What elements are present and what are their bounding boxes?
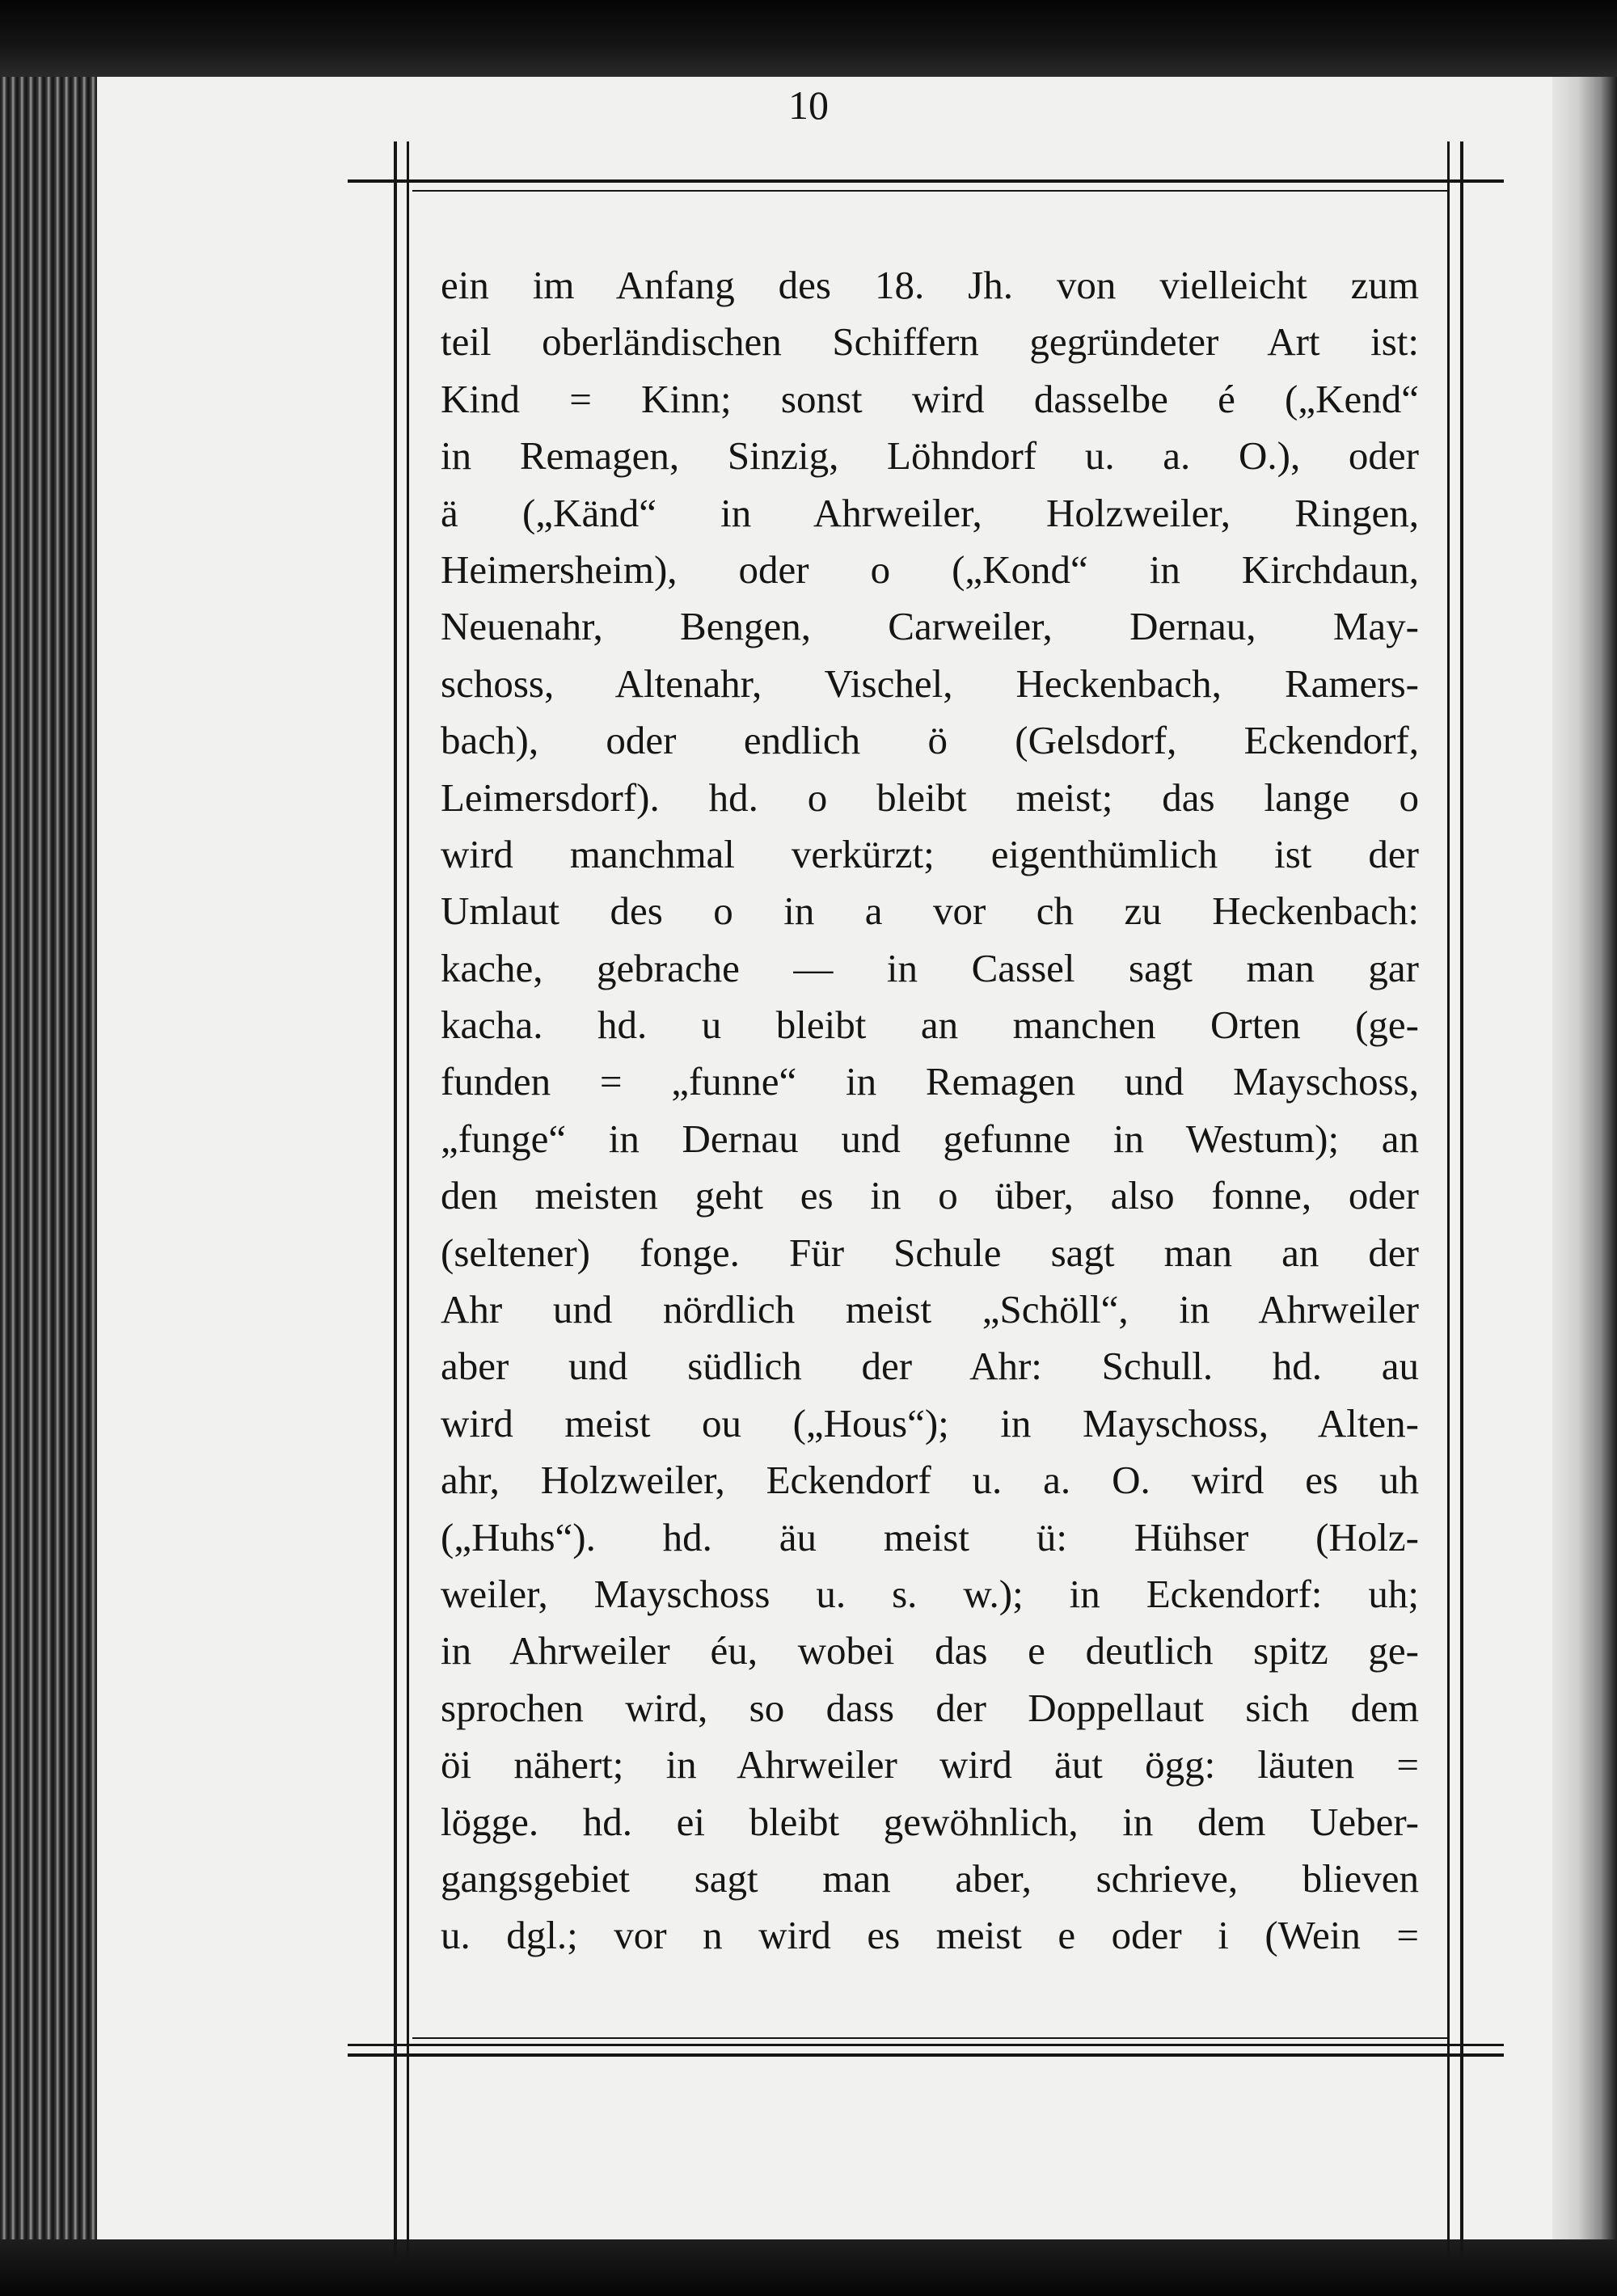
- text-line: teil oberländischen Schiffern gegründeter Art ist:: [441, 319, 1419, 365]
- book-page-edges: [0, 0, 97, 2296]
- text-line: lögge. hd. ei bleibt gewöhnlich, in dem Ueber-: [441, 1799, 1419, 1844]
- text-line: schoss, Altenahr, Vischel, Heckenbach, Ramers-: [441, 661, 1419, 706]
- frame-bottom-rule-2: [348, 2053, 1504, 2057]
- frame-bottom-rule-1: [348, 2044, 1504, 2046]
- frame-left-inner-rule: [407, 141, 409, 2264]
- text-line: kache, gebrache — in Cassel sagt man gar: [441, 945, 1419, 990]
- page-number: 10: [788, 82, 829, 128]
- text-line: gangsgebiet sagt man aber, schrieve, blieven: [441, 1855, 1419, 1901]
- text-line: („Huhs“). hd. äu meist ü: Hühser (Holz-: [441, 1514, 1419, 1560]
- frame-right-outer-rule: [1460, 141, 1463, 2264]
- page-gutter-shadow: [1552, 0, 1617, 2296]
- text-line: wird meist ou („Hous“); in Mayschoss, Alten-: [441, 1400, 1419, 1446]
- text-line: sprochen wird, so dass der Doppellaut sich dem: [441, 1685, 1419, 1730]
- frame-top-inner-rule: [412, 190, 1447, 192]
- text-line: aber und südlich der Ahr: Schull. hd. au: [441, 1344, 1419, 1389]
- text-line: Umlaut des o in a vor ch zu Heckenbach:: [441, 888, 1419, 934]
- frame-bottom-inner-rule: [412, 2037, 1447, 2039]
- text-line: (seltener) fonge. Für Schule sagt man an der: [441, 1230, 1419, 1275]
- text-line: ein im Anfang des 18. Jh. von vielleicht zum: [441, 263, 1419, 307]
- frame-left-outer-rule: [394, 141, 397, 2264]
- frame-top-rule: [348, 179, 1504, 183]
- text-line: in Remagen, Sinzig, Löhndorf u. a. O.), oder: [441, 433, 1419, 479]
- text-line: ahr, Holzweiler, Eckendorf u. a. O. wird es uh: [441, 1458, 1419, 1503]
- text-line: „funge“ in Dernau und gefunne in Westum); an: [441, 1116, 1419, 1161]
- frame-right-inner-rule: [1447, 141, 1450, 2264]
- text-line: Ahr und nördlich meist „Schöll“, in Ahrweiler: [441, 1287, 1419, 1332]
- text-line: u. dgl.; vor n wird es meist e oder i (Wein =: [441, 1913, 1419, 1958]
- text-line: Leimersdorf). hd. o bleibt meist; das lange o: [441, 774, 1419, 820]
- text-line: in Ahrweiler éu, wobei das e deutlich spitz ge-: [441, 1628, 1419, 1673]
- text-line: Kind = Kinn; sonst wird dasselbe é („Kend“: [441, 376, 1419, 421]
- text-line: wird manchmal verkürzt; eigenthümlich ist der: [441, 831, 1419, 876]
- text-line: funden = „funne“ in Remagen und Mayschoss,: [441, 1059, 1419, 1104]
- text-line: kacha. hd. u bleibt an manchen Orten (ge-: [441, 1002, 1419, 1048]
- body-text: [441, 257, 1419, 1965]
- text-line: bach), oder endlich ö (Gelsdorf, Eckendorf,: [441, 718, 1419, 763]
- bottom-scan-border: [0, 2239, 1617, 2296]
- top-scan-border: [0, 0, 1617, 77]
- text-line: ä („Känd“ in Ahrweiler, Holzweiler, Ringen,: [441, 490, 1419, 535]
- text-line: den meisten geht es in o über, also fonne, oder: [441, 1173, 1419, 1218]
- text-line: weiler, Mayschoss u. s. w.); in Eckendorf: uh;: [441, 1571, 1419, 1616]
- text-line: öi nähert; in Ahrweiler wird äut ögg: läuten =: [441, 1742, 1419, 1787]
- text-line: Heimersheim), oder o („Kond“ in Kirchdaun,: [441, 547, 1419, 592]
- text-line: Neuenahr, Bengen, Carweiler, Dernau, May-: [441, 604, 1419, 649]
